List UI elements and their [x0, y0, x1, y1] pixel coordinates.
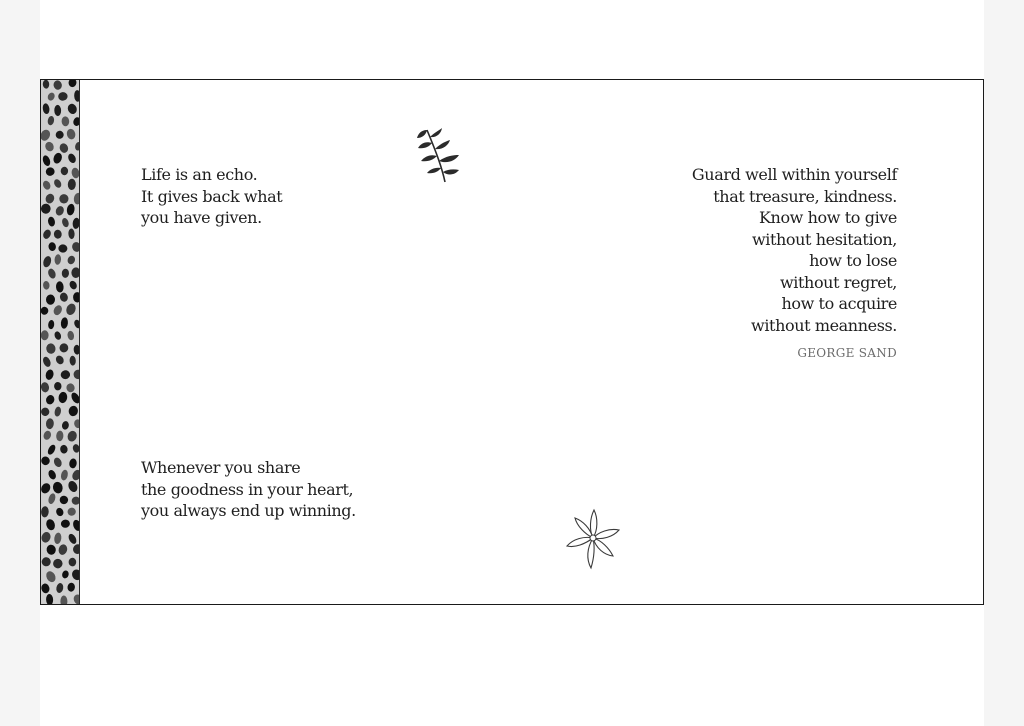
quote-line: without regret, [780, 272, 897, 292]
quote-line: Whenever you share [141, 458, 301, 477]
quote-line: It gives back what [141, 186, 283, 206]
quote-echo [141, 164, 282, 229]
quote-share [141, 457, 356, 522]
quote-line: without meanness. [751, 315, 897, 335]
quote-guard [692, 164, 897, 365]
quote-line: without hesitation, [751, 229, 897, 249]
quote-line: Know how to give [758, 208, 897, 227]
quote-line: you always end up winning. [141, 501, 356, 520]
leaf-sprig-icon [415, 124, 467, 186]
quote-line: that treasure, kindness. [713, 186, 897, 206]
quote-line: how to acquire [781, 294, 897, 313]
quote-author: GEORGE SAND [797, 346, 897, 360]
book-spread [40, 79, 984, 605]
spotted-pattern-border [41, 80, 80, 604]
quote-line: the goodness in your heart, [141, 479, 354, 499]
quote-line: Life is an echo. [141, 165, 258, 184]
quote-line: you have given. [141, 208, 262, 227]
quote-line: how to lose [809, 251, 897, 270]
quote-line: Guard well within yourself [691, 165, 897, 184]
flower-icon [565, 508, 621, 570]
